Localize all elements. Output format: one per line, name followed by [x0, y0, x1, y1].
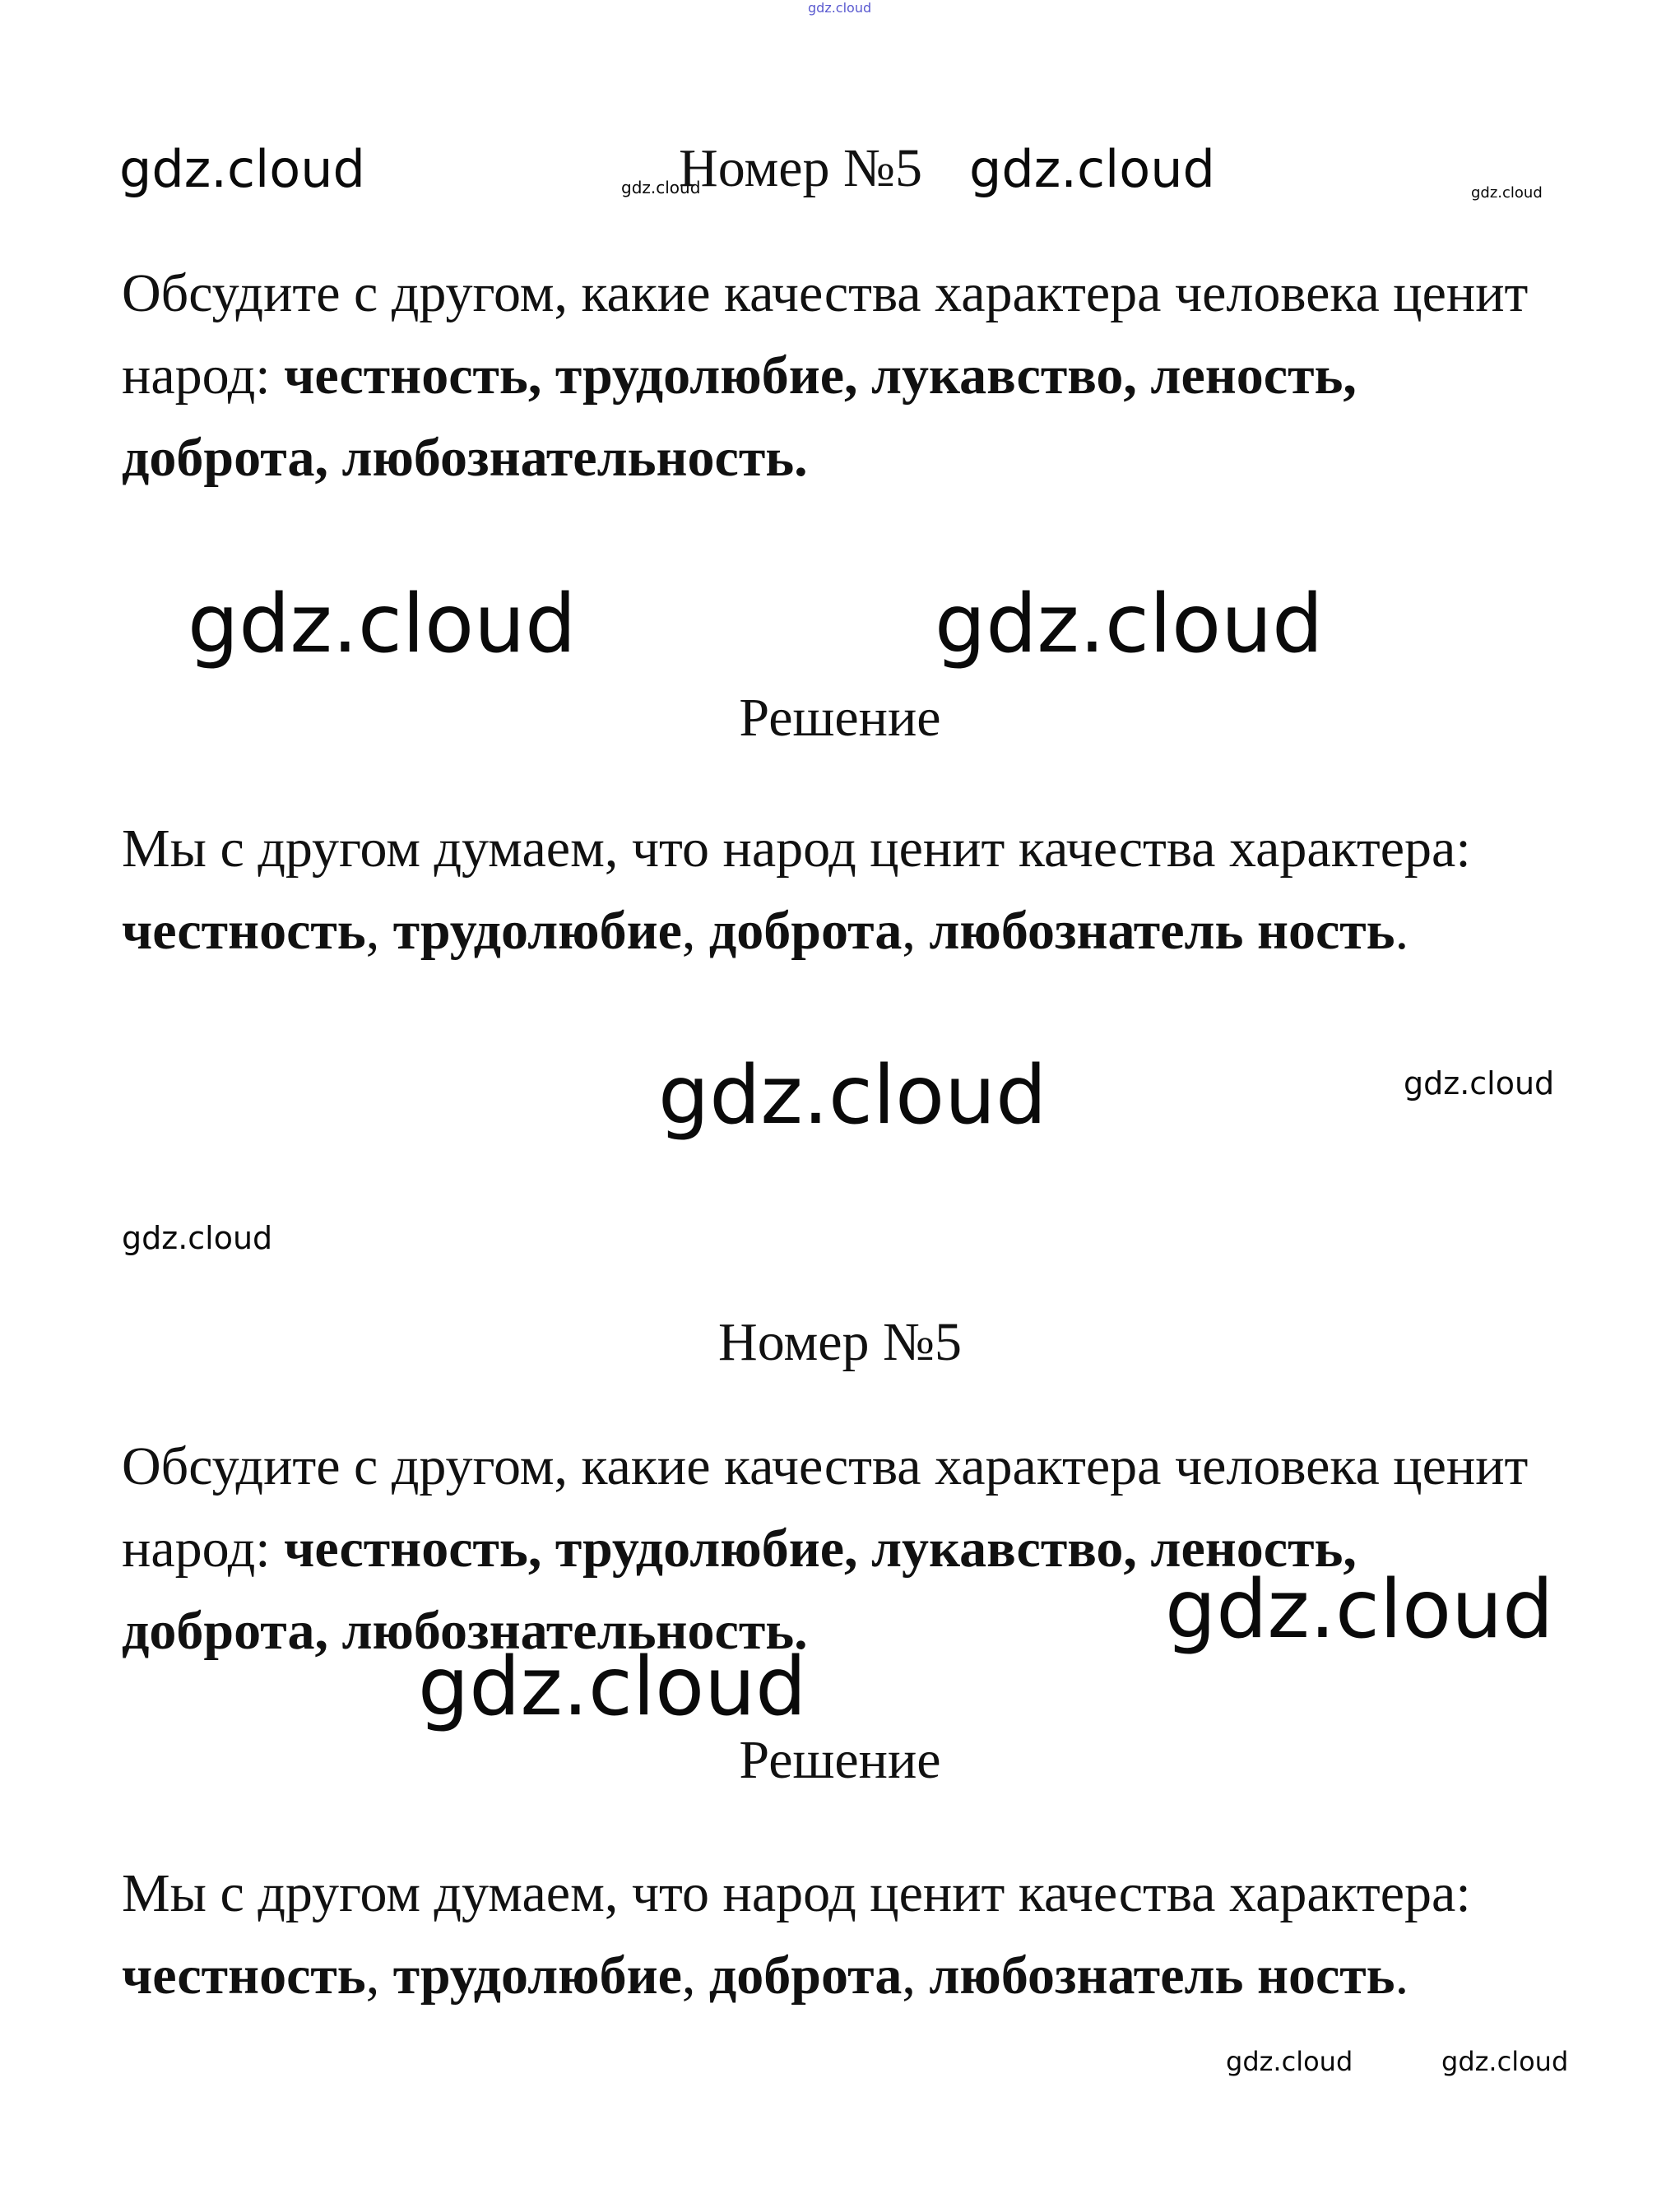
answer-word-diligence-2: трудолюбие	[392, 1946, 682, 2006]
watermark-header-right: gdz.cloud	[1471, 184, 1543, 202]
task-qualities-2: честность, трудолюбие, лукавство, леность, доброта, любознательность.	[122, 1519, 1357, 1661]
task-text-1	[122, 253, 1570, 499]
answer-word-curiosity-2: любознатель ность	[929, 1946, 1395, 2006]
answer-word-kindness-1: доброта	[708, 901, 903, 961]
answer-word-honesty-2: честность	[122, 1946, 366, 2006]
solution-heading-1: Решение	[739, 688, 941, 748]
answer-end-1: .	[1395, 901, 1409, 961]
answer-sep-2a: ,	[365, 1946, 393, 2006]
task-title-2: Номер №5	[718, 1312, 962, 1372]
answer-word-honesty-1: честность	[122, 901, 366, 961]
watermark-small-left-1: gdz.cloud	[122, 1220, 273, 1256]
task-qualities-1: честность, трудолюбие, лукавство, леность, доброта, любознательность.	[122, 346, 1357, 488]
watermark-large-3: gdz.cloud	[658, 1049, 1047, 1143]
answer-sep-1c: ,	[902, 901, 930, 961]
watermark-large-5: gdz.cloud	[418, 1640, 807, 1734]
answer-sep-1a: ,	[365, 901, 393, 961]
watermark-large-1: gdz.cloud	[188, 577, 577, 671]
watermark-title-overlay: gdz.cloud	[969, 139, 1215, 199]
watermark-large-4: gdz.cloud	[1165, 1563, 1554, 1657]
task-plain-1: Обсудите с другом, какие качества характера человека ценит народ:	[122, 263, 1529, 406]
watermark-small-bottom-1: gdz.cloud	[1226, 2046, 1353, 2077]
answer-word-kindness-2: доброта	[708, 1946, 903, 2006]
watermark-top: gdz.cloud	[808, 0, 872, 16]
task-plain-2: Обсудите с другом, какие качества характера человека ценит народ:	[122, 1436, 1529, 1579]
watermark-header-left: gdz.cloud	[119, 139, 365, 199]
answer-sep-1b: ,	[681, 901, 709, 961]
watermark-small-bottom-2: gdz.cloud	[1441, 2046, 1569, 2077]
answer-word-diligence-1: трудолюбие	[392, 901, 682, 961]
task-title-1: Номер №5	[679, 138, 922, 198]
solution-heading-2: Решение	[739, 1730, 941, 1790]
answer-lead-2: Мы с другом думаем, что народ ценит качества характера:	[122, 1863, 1471, 1923]
watermark-header-small: gdz.cloud	[621, 178, 701, 197]
watermark-small-right-1: gdz.cloud	[1404, 1065, 1555, 1102]
answer-sep-2c: ,	[902, 1946, 930, 2006]
answer-end-2: .	[1395, 1946, 1409, 2006]
answer-text-1	[122, 808, 1570, 972]
answer-word-curiosity-1: любознатель ность	[929, 901, 1395, 961]
answer-text-2	[122, 1853, 1570, 2017]
answer-sep-2b: ,	[681, 1946, 709, 2006]
watermark-large-2: gdz.cloud	[935, 577, 1324, 671]
answer-lead-1: Мы с другом думаем, что народ ценит качества характера:	[122, 819, 1471, 879]
